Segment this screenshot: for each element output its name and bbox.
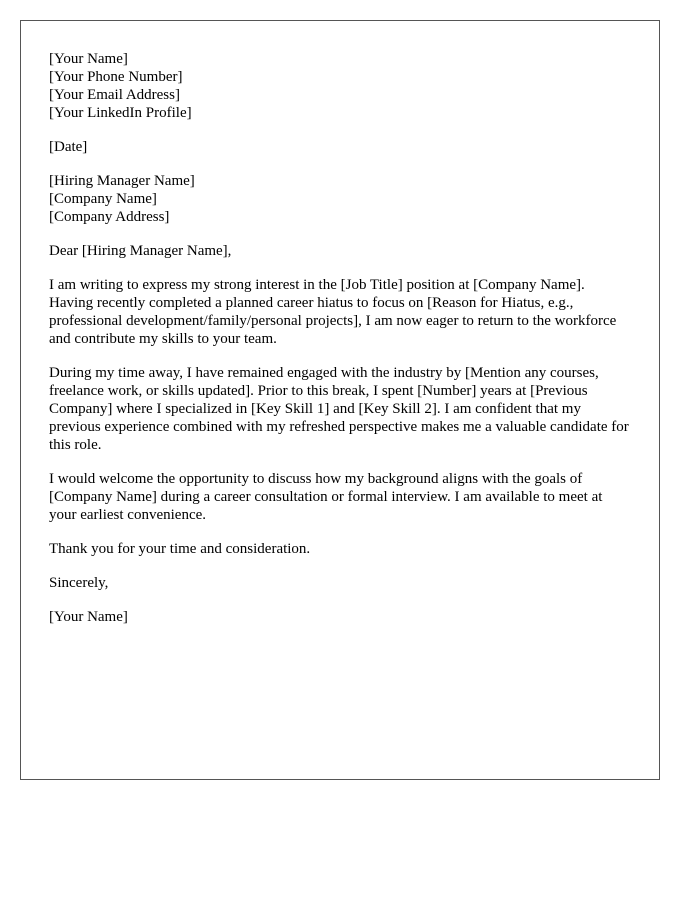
recipient-company: [Company Name] [49, 191, 157, 207]
body-paragraph-1: I am writing to express my strong interest in the [Job Title] position at [Company Name]. Having recently completed a planned career hiatus to focus on [Reason for Hiatus, e.g., professional development/family/personal projects], I am now eager to return to the workforce and contribute my skills to your team. [49, 277, 617, 347]
body-paragraph-3: I would welcome the opportunity to discuss how my background aligns with the goals of [Company Name] during a career consultation or formal interview. I am available to meet at your earliest convenience. [49, 471, 603, 523]
sender-linkedin: [Your LinkedIn Profile] [49, 105, 192, 121]
recipient-manager: [Hiring Manager Name] [49, 173, 195, 189]
body-paragraph-4: Thank you for your time and consideration. [49, 541, 311, 557]
closing: Sincerely, [49, 575, 109, 591]
date-line: [Date] [49, 139, 88, 155]
sender-email: [Your Email Address] [49, 87, 180, 103]
salutation: Dear [Hiring Manager Name], [49, 243, 232, 259]
letter-page [20, 20, 660, 780]
signature: [Your Name] [49, 609, 128, 625]
recipient-block [49, 172, 631, 226]
recipient-address: [Company Address] [49, 209, 170, 225]
sender-block [49, 50, 631, 122]
body-paragraph-2: During my time away, I have remained engaged with the industry by [Mention any courses, freelance work, or skills updated]. Prior to this break, I spent [Number] years at [Previous Company] where I specialized in [Key Skill 1] and [Key Skill 2]. I am confident that my previous experience combined with my refreshed perspective makes me a valuable candidate for this role. [49, 365, 629, 453]
sender-name: [Your Name] [49, 51, 128, 67]
sender-phone: [Your Phone Number] [49, 69, 183, 85]
